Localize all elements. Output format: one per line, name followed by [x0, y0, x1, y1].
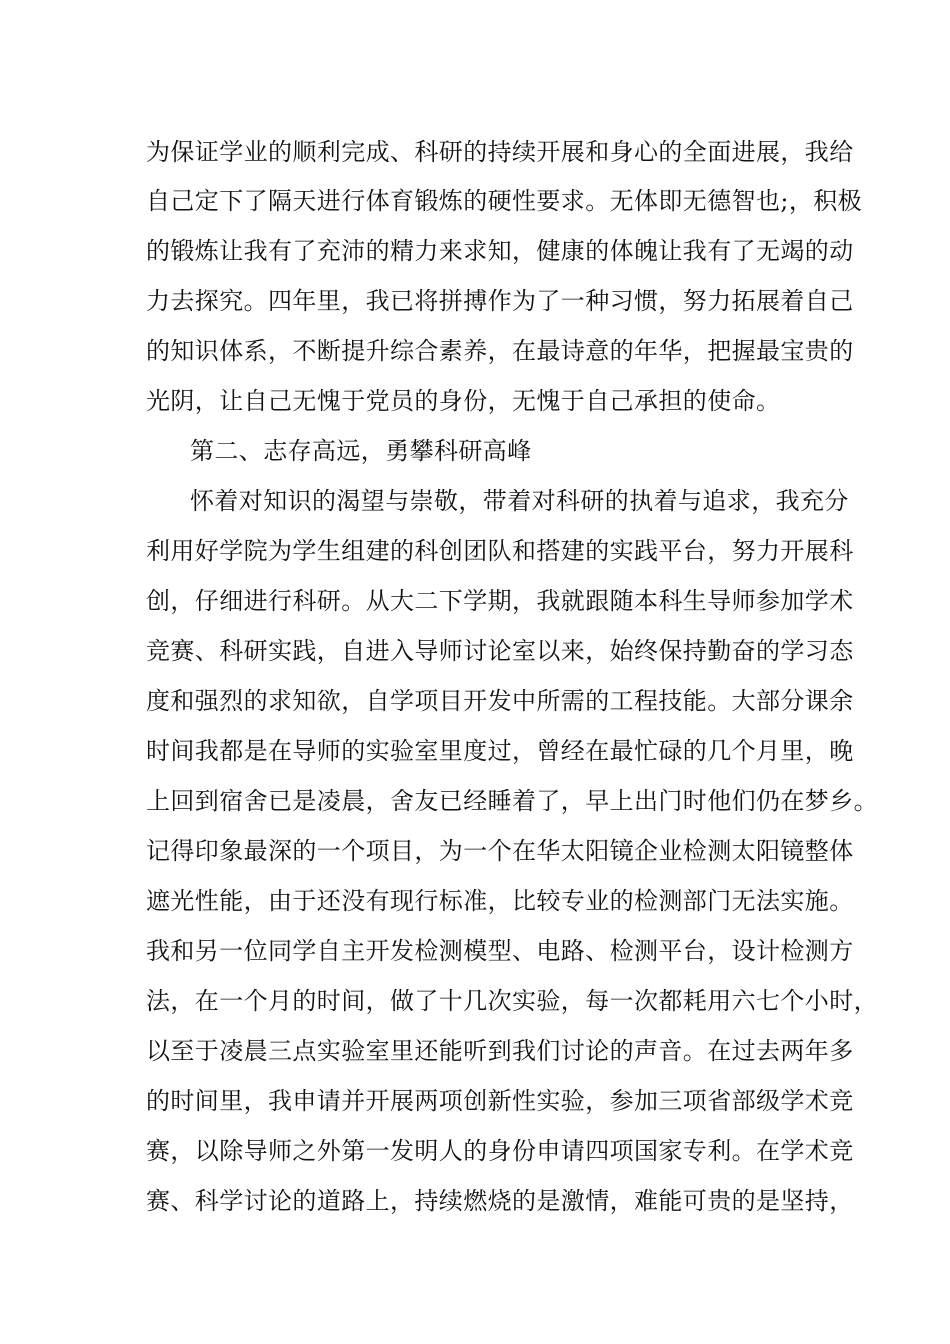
paragraph-line: 的时间里，我申请并开展两项创新性实验，参加三项省部级学术竞	[146, 1087, 854, 1115]
paragraph-line: 利用好学院为学生组建的科创团队和搭建的实践平台，努力开展科	[146, 537, 854, 565]
paragraph-line: 怀着对知识的渴望与崇敬，带着对科研的执着与追求，我充分	[190, 487, 849, 515]
paragraph-line: 我和另一位同学自主开发检测模型、电路、检测平台，设计检测方	[146, 937, 854, 965]
paragraph-line: 法，在一个月的时间，做了十几次实验，每一次都耗用六七个小时，	[146, 987, 878, 1015]
paragraph-line: 度和强烈的求知欲，自学项目开发中所需的工程技能。大部分课余	[146, 687, 854, 715]
section-heading: 第二、志存高远，勇攀科研高峰	[190, 437, 532, 465]
paragraph-line: 以至于凌晨三点实验室里还能听到我们讨论的声音。在过去两年多	[146, 1037, 854, 1065]
paragraph-line: 赛，以除导师之外第一发明人的身份申请四项国家专利。在学术竞	[146, 1137, 854, 1165]
paragraph-line: 创，仔细进行科研。从大二下学期，我就跟随本科生导师参加学术	[146, 587, 854, 615]
paragraph-line: 力去探究。四年里，我已将拼搏作为了一种习惯，努力拓展着自己	[146, 287, 854, 315]
paragraph-line: 竞赛、科研实践，自进入导师讨论室以来，始终保持勤奋的学习态	[146, 637, 854, 665]
paragraph-line: 光阴，让自己无愧于党员的身份，无愧于自己承担的使命。	[146, 387, 781, 415]
paragraph-line: 自己定下了隔天进行体育锻炼的硬性要求。无体即无德智也;，积极	[146, 187, 863, 215]
paragraph-line: 的知识体系，不断提升综合素养，在最诗意的年华，把握最宝贵的	[146, 337, 854, 365]
paragraph-line: 为保证学业的顺利完成、科研的持续开展和身心的全面进展，我给	[146, 138, 854, 166]
paragraph-line: 赛、科学讨论的道路上，持续燃烧的是激情，难能可贵的是坚持，	[146, 1187, 854, 1215]
paragraph-line: 的锻炼让我有了充沛的精力来求知，健康的体魄让我有了无竭的动	[146, 237, 854, 265]
paragraph-line: 遮光性能，由于还没有现行标准，比较专业的检测部门无法实施。	[146, 887, 854, 915]
paragraph-line: 上回到宿舍已是凌晨，舍友已经睡着了，早上出门时他们仍在梦乡。	[146, 787, 878, 815]
paragraph-line: 记得印象最深的一个项目，为一个在华太阳镜企业检测太阳镜整体	[146, 837, 854, 865]
paragraph-line: 时间我都是在导师的实验室里度过，曾经在最忙碌的几个月里，晚	[146, 737, 854, 765]
